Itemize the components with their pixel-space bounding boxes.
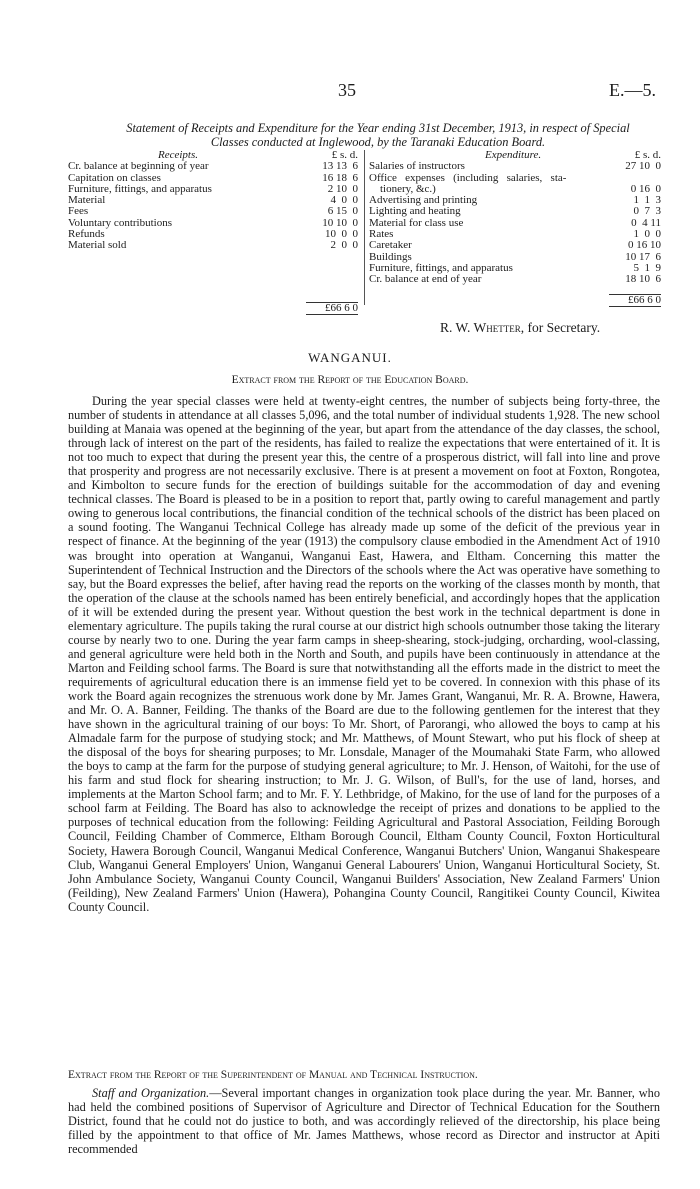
spacer (68, 252, 358, 266)
receipts-total: £66 6 0 (306, 302, 358, 315)
receipts-amount: 10 0 0 (325, 228, 358, 241)
receipts-amount: 10 10 0 (322, 216, 358, 229)
signature-name: R. W. Whetter, (440, 320, 525, 335)
expenditure-row (365, 161, 661, 172)
expenditure-label: Cr. balance at end of year (369, 273, 482, 286)
document-code: E.—5. (609, 80, 656, 100)
expenditure-amount: 5 1 9 (633, 261, 661, 274)
expenditure-amount: 0 7 3 (633, 205, 661, 218)
expenditure-total: £66 6 0 (609, 294, 661, 307)
statement-title-line-1: Statement of Receipts and Expenditure for the Year ending 31st December, 1913, in respect of Special (126, 121, 630, 135)
receipts-label: Furniture, fittings, and apparatus (68, 182, 212, 195)
receipts-column (68, 150, 358, 313)
expenditure-label: Material for class use (369, 216, 464, 229)
expenditure-amount: 10 17 6 (625, 250, 661, 263)
spacer (365, 286, 661, 294)
receipts-amount: 6 15 0 (327, 205, 358, 218)
extract-heading: Extract from the Report of the Education Board. (231, 374, 469, 386)
extract-heading-superintendent: Extract from the Report of the Superintendent of Manual and Technical Instruction. (68, 1069, 478, 1081)
receipts-label: Capitation on classes (68, 171, 161, 184)
receipts-units: £ s. d. (331, 149, 358, 161)
receipts-amount: 2 10 0 (327, 182, 358, 195)
receipts-amount: 4 0 0 (330, 194, 358, 207)
expenditure-row (365, 274, 661, 285)
spacer (68, 294, 358, 302)
expenditure-total-row (365, 294, 661, 305)
receipts-row (68, 184, 358, 195)
receipts-amount: 16 18 6 (322, 171, 358, 184)
section-title: WANGANUI. (308, 350, 392, 365)
expenditure-row (365, 218, 661, 229)
receipts-label: Fees (68, 205, 89, 218)
expenditure-row (365, 240, 661, 251)
expenditure-amount: 0 16 10 (628, 239, 661, 252)
staff-organization-text: —Several important changes in organization took place during the year. Mr. Banner, who had held the combined positions of Supervisor of Agriculture and Director of Technical Education for the Southern District, found that he could not do justice to both, and was accordingly relieved of the directorship, his place being filled by the appointment to that office of Mr. James Matthews, whose record as Director and instructor at Apiti recommended (68, 1086, 660, 1157)
receipts-row (68, 240, 358, 251)
receipts-label: Cr. balance at beginning of year (68, 160, 209, 173)
receipts-amount: 13 13 6 (322, 160, 358, 173)
expenditure-label: tionery, &c.) (369, 182, 436, 195)
page-header (0, 80, 700, 104)
expenditure-amount: 1 0 0 (633, 228, 661, 241)
receipts-label: Material (68, 194, 106, 207)
expenditure-label: Buildings (369, 250, 412, 263)
receipts-amount: 2 0 0 (330, 239, 358, 252)
receipts-row (68, 195, 358, 206)
expenditure-caption: Expenditure. (485, 149, 542, 161)
expenditure-label: Caretaker (369, 239, 412, 252)
receipts-label: Material sold (68, 239, 127, 252)
staff-organization-paragraph (68, 1086, 660, 1156)
expenditure-amount: 27 10 0 (625, 160, 661, 173)
board-report-paragraph: During the year special classes were held at twenty-eight centres, the number of subjects being forty-three, the number of students in attendance at all classes 5,096, and the total number of individual students 1,928. The new school building at Manaia was opened at the beginning of the year, but apart from the attendance of the day classes, the school, through lack of interest on the part of the residents, has failed to realize the expectations that were entertained of it. It is not too much to expect that during the present year this, the centre of a prosperous district, will fall into line and prove that prosperity and progress are not necessarily exclusive. There is at present a movement on foot at Foxton, Rongotea, and Kimbolton to secure funds for the erection of buildings suitable for the accommodation of day and evening technical classes. The Board is pleased to be in a position to report that, partly owing to careful management and partly owing to generous local contributions, the financial condition of the technical schools of the district has been placed on a sound footing. The Wanganui Technical College has already made up some of the deficit of the previous year in respect of finance. At the beginning of the year (1913) the compulsory clause embodied in the Amendment Act of 1910 was brought into operation at Wanganui, Wanganui East, Hawera, and Eltham. Concerning this matter the Superintendent of Technical Instruction and the Directors of the schools where the Act was operative have something to say, but the Board expresses the belief, after having read the reports on the working of the classes month by month, that the operation of the clause at the schools named has been entirely beneficial, and accordingly hopes that the application of it will be extended during the present year. Without question the best work in the technical department is done in elementary agriculture. The pupils taking the rural course at our district high schools outnumber those taking the literary course by nearly two to one. During the year farm camps in sheep-shearing, stock-judging, orcharding, wool-classing, and general agriculture were held both in the North and South, and pupils have been continuously in attendance at the Marton and Feilding school farms. The Board is sure that notwithstanding all the efforts made in the district to meet the requirements of agricultural education there is an immense field yet to be covered. In connexion with this phase of its work the Board again recognizes the strenuous work done by Mr. James Grant, Wanganui, Mr. R. A. Browne, Hawera, and Mr. O. A. Banner, Feilding. The thanks of the Board are due to the following gentlemen for the interest that they have shown in the agricultural training of our boys: To Mr. Short, of Parorangi, who allowed the boys to camp at his Almadale farm for the purpose of studying stock; and Mr. Matthews, of Mount Stewart, who put his flock of sheep at the disposal of the boys for shearing purposes; to Mr. Lonsdale, Manager of the Moumahaki State Farm, who allowed the boys to camp at the farm for the purpose of studying general agriculture; to Mr. J. Henson, of Waitohi, for the use of his farm and stud flock for shearing instruction; to Mr. J. G. Wilson, of Bull's, for the use of land, horses, and implements at the Marton School farm; and to Mr. F. Y. Lethbridge, of Makino, for the use of land for the purposes of a school farm at Feilding. The Board has also to acknowledge the receipt of prizes and donations to be applied to the purposes of technical education from the following: Feilding Agricultural and Pastoral Association, Feilding Borough Council, Feilding Chamber of Commerce, Eltham Borough Council, Eltham County Council, Foxton Horticultural Society, Hawera Borough Council, Wanganui Medical Conference, Wanganui Butchers' Union, Wanganui Shakespeare Club, Wanganui General Employers' Union, Wanganui General Labourers' Union, Wanganui Horticultural Society, St. John Ambulance Society, Wanganui County Council, Wanganui Builders' Association, New Zealand Farmers' Union (Feilding), New Zealand Farmers' Union (Hawera), Pohangina County Council, Rangitikei County Council, Kiwitea County Council. (68, 394, 660, 914)
page-number: 35 (338, 80, 356, 100)
expenditure-label: Office expenses (including salaries, sta- (369, 171, 567, 184)
receipts-row (68, 161, 358, 172)
expenditure-column (364, 150, 661, 305)
expenditure-label: Salaries of instructors (369, 160, 465, 173)
receipts-total-row (68, 302, 358, 313)
statement-title-line-2: Classes conducted at Inglewood, by the Taranaki Education Board. (210, 135, 546, 149)
receipts-row (68, 218, 358, 229)
spacer (68, 280, 358, 294)
expenditure-amount: 0 4 11 (631, 216, 661, 229)
signature-role: for Secretary. (527, 320, 601, 335)
statement-title (68, 121, 688, 149)
expenditure-amount: 0 16 0 (630, 182, 661, 195)
expenditure-units: £ s. d. (634, 149, 661, 161)
staff-organization-subheading: Staff and Organization. (92, 1086, 210, 1100)
signature (440, 320, 600, 336)
receipts-label: Refunds (68, 228, 105, 241)
expenditure-amount: 1 1 3 (633, 194, 661, 207)
expenditure-label: Advertising and printing (369, 194, 478, 207)
receipts-label: Voluntary contributions (68, 216, 172, 229)
receipts-caption: Receipts. (158, 149, 199, 161)
spacer (68, 266, 358, 280)
expenditure-label: Furniture, fittings, and apparatus (369, 261, 513, 274)
expenditure-label: Lighting and heating (369, 205, 461, 218)
expenditure-label: Rates (369, 228, 394, 241)
expenditure-amount: 18 10 6 (625, 273, 661, 286)
